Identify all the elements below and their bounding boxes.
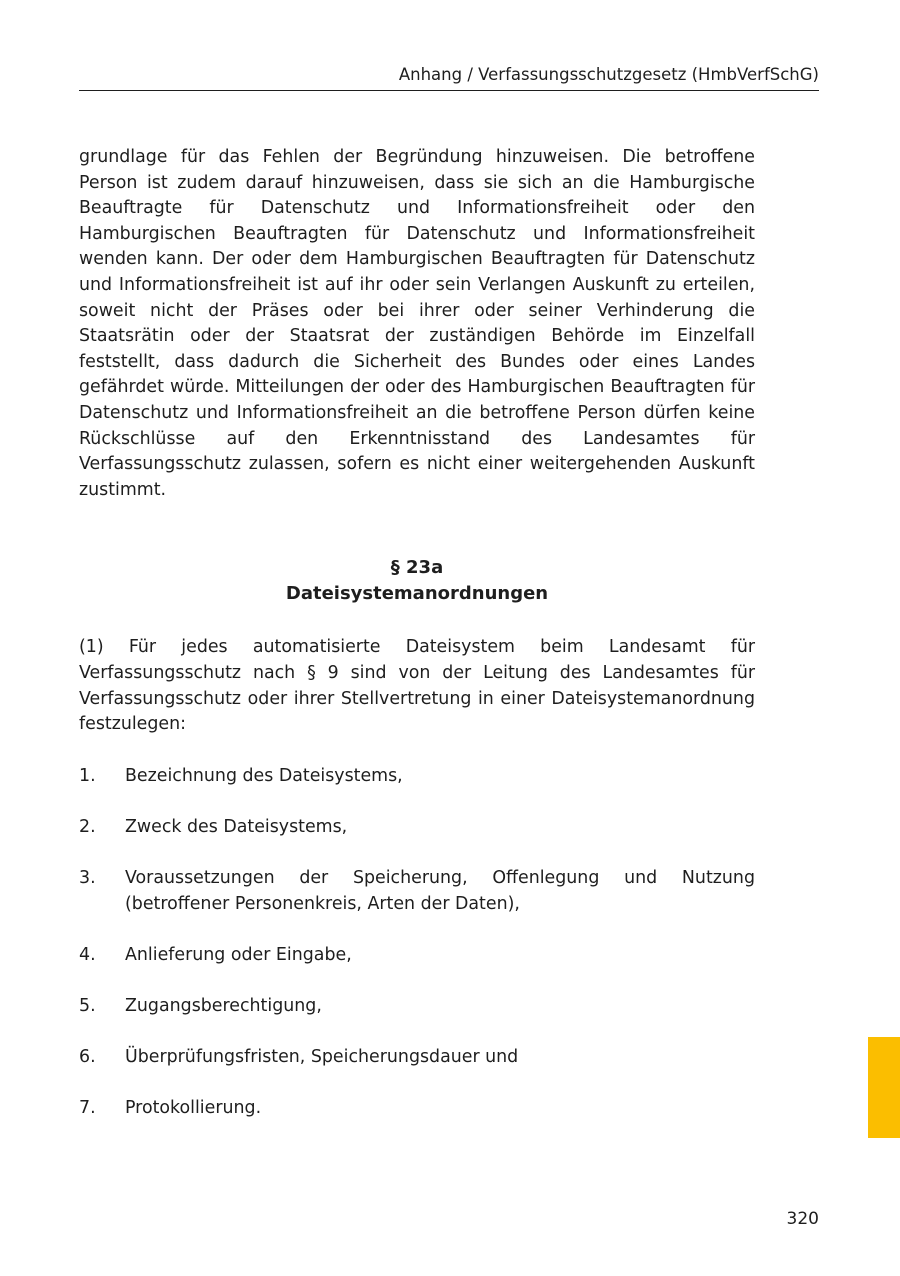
enumerated-list bbox=[79, 764, 755, 1122]
page-body bbox=[79, 145, 755, 1148]
list-item-text: Anlieferung oder Eingabe, bbox=[125, 944, 352, 965]
continuation-paragraph: grundlage für das Fehlen der Begründung hinzuweisen. Die betroffene Person ist zudem darauf hinzuweisen, dass sie sich an die Hamburgische Beauftragte für Datenschutz und Informationsfreiheit oder den Hamburgischen Beauftragten für Datenschutz und Informationsfreiheit wenden kann. Der oder dem Hamburgischen Beauftragten für Datenschutz und Informationsfreiheit ist auf ihr oder sein Verlangen Auskunft zu erteilen, soweit nicht der Präses oder bei ihrer oder seiner Verhinderung die Staatsrätin oder der Staatsrat der zuständigen Behörde im Einzelfall feststellt, dass dadurch die Sicherheit des Bundes oder eines Landes gefährdet würde. Mitteilungen der oder des Hamburgischen Beauftragten für Datenschutz und Informationsfreiheit an die betroffene Person dürfen keine Rückschlüsse auf den Erkenntnisstand des Landesamtes für Verfassungsschutz zulassen, sofern es nicht einer weitergehenden Auskunft zustimmt. bbox=[79, 147, 755, 500]
list-item-number: 1. bbox=[79, 765, 96, 786]
list-item-text: Zweck des Dateisystems, bbox=[125, 816, 348, 837]
list-item-number: 3. bbox=[79, 868, 96, 889]
list-item-text: Protokollierung. bbox=[125, 1098, 262, 1119]
list-item-number: 5. bbox=[79, 996, 96, 1017]
page-number: 320 bbox=[786, 1209, 819, 1229]
header-divider bbox=[79, 90, 819, 91]
list-item bbox=[79, 1045, 755, 1071]
list-item bbox=[79, 815, 755, 841]
running-header-title: Anhang / Verfassungsschutzgesetz (HmbVerfSchG) bbox=[398, 65, 819, 84]
list-item-number: 4. bbox=[79, 944, 96, 965]
list-item bbox=[79, 1096, 755, 1122]
section-number: § 23a bbox=[390, 557, 444, 579]
list-item-number: 7. bbox=[79, 1098, 96, 1119]
list-item bbox=[79, 866, 755, 917]
section-title: Dateisystemanordnungen bbox=[285, 583, 549, 605]
list-item-text: Zugangsberechtigung, bbox=[125, 996, 322, 1017]
chapter-thumb-tab bbox=[868, 1037, 900, 1138]
list-item-number: 2. bbox=[79, 816, 96, 837]
list-item-number: 6. bbox=[79, 1047, 96, 1068]
list-item-text: Überprüfungsfristen, Speicherungsdauer und bbox=[125, 1047, 519, 1068]
list-item bbox=[79, 943, 755, 969]
list-item bbox=[79, 764, 755, 790]
list-item-text: Voraussetzungen der Speicherung, Offenlegung und Nutzung (betroffener Personenkreis, Arten der Daten), bbox=[125, 868, 755, 914]
list-item-text: Bezeichnung des Dateisystems, bbox=[125, 765, 403, 786]
section-heading bbox=[79, 555, 755, 607]
list-item bbox=[79, 994, 755, 1020]
section-intro-paragraph: (1) Für jedes automatisierte Dateisystem beim Landesamt für Verfassungsschutz nach § 9 sind von der Leitung des Landesamtes für Verfassungsschutz oder ihrer Stellvertretung in einer Dateisystemanordnung festzulegen: bbox=[79, 637, 755, 735]
